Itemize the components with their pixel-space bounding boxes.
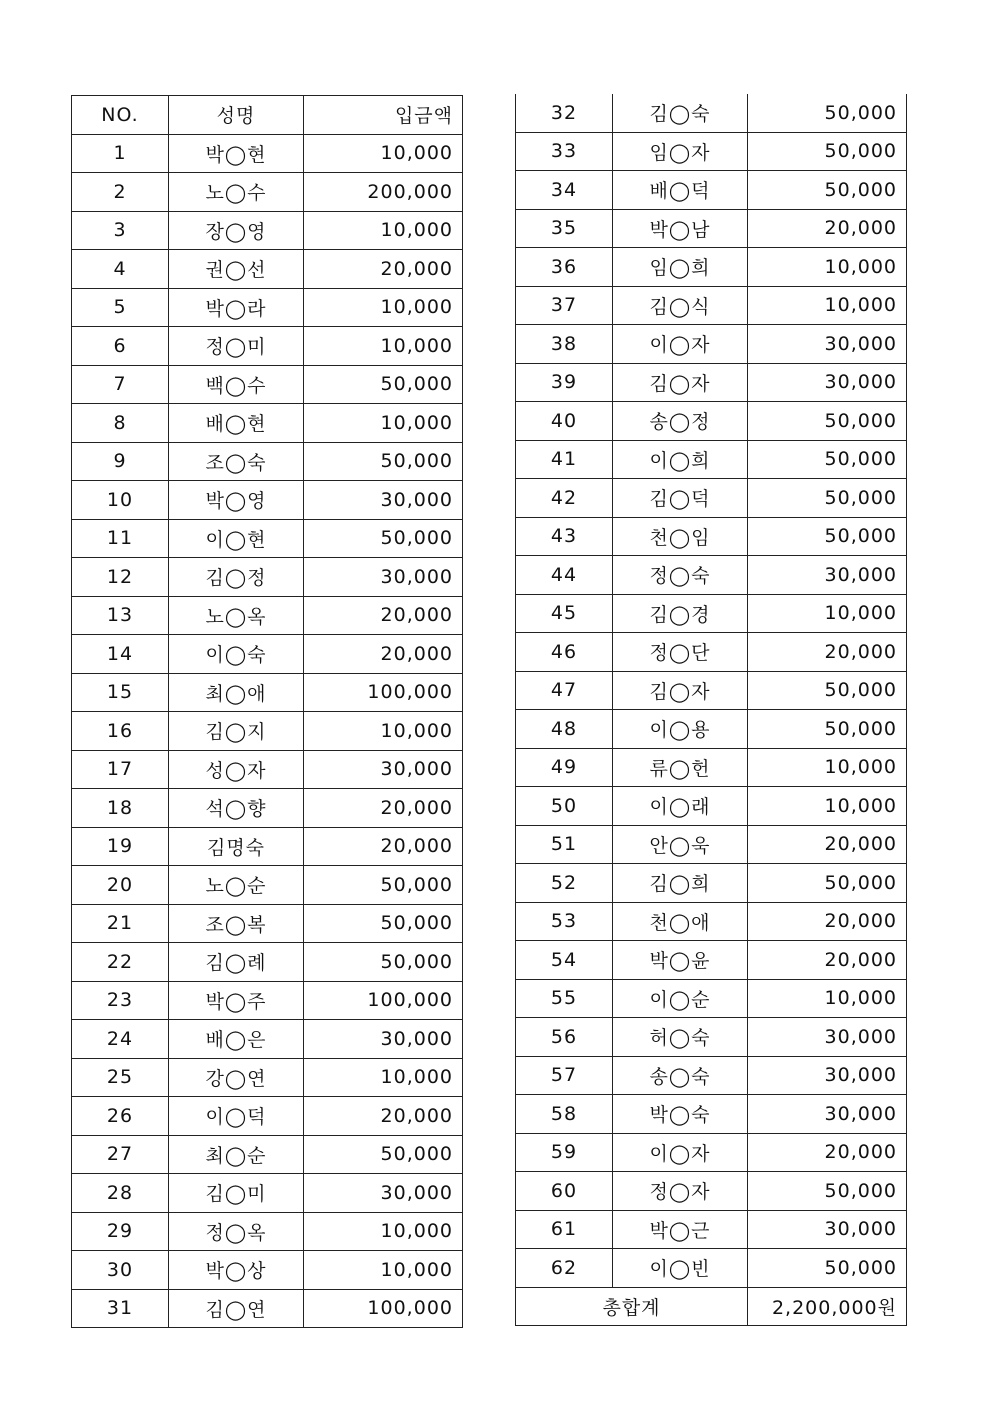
table-row [72, 673, 463, 712]
deposit-amount: 10,000 [304, 327, 463, 366]
deposit-amount: 20,000 [304, 827, 463, 866]
row-number: 43 [516, 517, 613, 556]
table-row [72, 134, 463, 173]
table-row [516, 902, 907, 941]
donor-name: 김◯식 [613, 286, 748, 325]
donor-name: 송◯숙 [613, 1056, 748, 1095]
table-row [72, 789, 463, 828]
table-row [72, 1097, 463, 1136]
deposit-amount: 10,000 [748, 286, 907, 325]
table-row [72, 1058, 463, 1097]
donor-name: 김◯경 [613, 594, 748, 633]
donor-name: 박◯윤 [613, 941, 748, 980]
row-number: 52 [516, 864, 613, 903]
donor-name: 배◯은 [169, 1020, 304, 1059]
row-number: 15 [72, 673, 169, 712]
row-number: 58 [516, 1095, 613, 1134]
row-number: 32 [516, 94, 613, 132]
table-row [72, 404, 463, 443]
donor-name: 허◯숙 [613, 1018, 748, 1057]
donor-name: 조◯복 [169, 904, 304, 943]
deposit-amount: 50,000 [304, 943, 463, 982]
donor-name: 안◯욱 [613, 825, 748, 864]
deposit-amount: 10,000 [748, 594, 907, 633]
header-amount: 입금액 [304, 96, 463, 135]
donor-name: 이◯숙 [169, 635, 304, 674]
deposit-amount: 50,000 [304, 866, 463, 905]
table-row [516, 363, 907, 402]
donor-name: 조◯숙 [169, 442, 304, 481]
row-number: 35 [516, 209, 613, 248]
table-row [516, 594, 907, 633]
donor-name: 김◯연 [169, 1289, 304, 1328]
deposit-amount: 20,000 [304, 250, 463, 289]
table-row [72, 866, 463, 905]
deposit-amount: 50,000 [304, 365, 463, 404]
table-row [516, 402, 907, 441]
deposit-amount: 10,000 [304, 1058, 463, 1097]
deposit-amount: 50,000 [748, 402, 907, 441]
row-number: 13 [72, 596, 169, 635]
table-row [72, 635, 463, 674]
table-row [72, 327, 463, 366]
deposit-amount: 10,000 [304, 712, 463, 751]
deposit-amount: 30,000 [304, 558, 463, 597]
donor-name: 김◯지 [169, 712, 304, 751]
total-label: 총합계 [516, 1287, 748, 1326]
table-row [72, 1212, 463, 1251]
table-row [516, 710, 907, 749]
donor-name: 임◯자 [613, 132, 748, 171]
header-no: NO. [72, 96, 169, 135]
table-row [516, 209, 907, 248]
table-row [72, 1289, 463, 1328]
row-number: 30 [72, 1251, 169, 1290]
table-row [72, 981, 463, 1020]
table-row [72, 519, 463, 558]
donor-name: 이◯희 [613, 440, 748, 479]
row-number: 7 [72, 365, 169, 404]
table-row [72, 250, 463, 289]
deposit-amount: 50,000 [748, 671, 907, 710]
table-row [516, 1172, 907, 1211]
donor-name: 이◯용 [613, 710, 748, 749]
donor-name: 배◯덕 [613, 171, 748, 210]
row-number: 53 [516, 902, 613, 941]
row-number: 47 [516, 671, 613, 710]
deposit-amount: 50,000 [748, 94, 907, 132]
deposit-amount: 50,000 [748, 1172, 907, 1211]
table-row [72, 1251, 463, 1290]
donor-name: 정◯단 [613, 633, 748, 672]
deposit-amount: 20,000 [748, 209, 907, 248]
table-row [516, 787, 907, 826]
table-row [516, 325, 907, 364]
table-row [516, 132, 907, 171]
deposit-amount: 10,000 [748, 979, 907, 1018]
table-row [72, 596, 463, 635]
donor-name: 배◯현 [169, 404, 304, 443]
donor-name: 백◯수 [169, 365, 304, 404]
donor-name: 노◯순 [169, 866, 304, 905]
donor-name: 박◯라 [169, 288, 304, 327]
donor-name: 천◯임 [613, 517, 748, 556]
deposit-amount: 30,000 [748, 1095, 907, 1134]
row-number: 27 [72, 1135, 169, 1174]
row-number: 23 [72, 981, 169, 1020]
row-number: 22 [72, 943, 169, 982]
row-number: 31 [72, 1289, 169, 1328]
donor-name: 김◯자 [613, 363, 748, 402]
donor-name: 김◯희 [613, 864, 748, 903]
row-number: 33 [516, 132, 613, 171]
deposit-amount: 200,000 [304, 173, 463, 212]
row-number: 50 [516, 787, 613, 826]
table-row [516, 556, 907, 595]
table-row [72, 442, 463, 481]
row-number: 10 [72, 481, 169, 520]
table-row [516, 825, 907, 864]
table-row [516, 1210, 907, 1249]
table-row [516, 286, 907, 325]
table-row [516, 1133, 907, 1172]
table-row [516, 1249, 907, 1288]
table-row [516, 941, 907, 980]
deposit-amount: 50,000 [748, 440, 907, 479]
donor-name: 박◯근 [613, 1210, 748, 1249]
deposit-amount: 20,000 [748, 825, 907, 864]
row-number: 21 [72, 904, 169, 943]
row-number: 56 [516, 1018, 613, 1057]
deposit-amount: 50,000 [748, 517, 907, 556]
deposit-amount: 30,000 [304, 481, 463, 520]
row-number: 8 [72, 404, 169, 443]
deposit-amount: 30,000 [304, 750, 463, 789]
deposit-amount: 20,000 [304, 596, 463, 635]
donor-name: 정◯옥 [169, 1212, 304, 1251]
row-number: 25 [72, 1058, 169, 1097]
row-number: 19 [72, 827, 169, 866]
table-row [516, 1018, 907, 1057]
donor-name: 정◯자 [613, 1172, 748, 1211]
row-number: 9 [72, 442, 169, 481]
row-number: 61 [516, 1210, 613, 1249]
row-number: 45 [516, 594, 613, 633]
deposit-amount: 30,000 [304, 1020, 463, 1059]
donor-name: 정◯미 [169, 327, 304, 366]
table-row [72, 365, 463, 404]
deposit-amount: 50,000 [748, 171, 907, 210]
table-row [72, 750, 463, 789]
deposit-amount: 30,000 [748, 363, 907, 402]
table-row [516, 248, 907, 287]
donor-name: 임◯희 [613, 248, 748, 287]
table-row [516, 864, 907, 903]
table-row [516, 633, 907, 672]
deposit-amount: 20,000 [748, 633, 907, 672]
donor-name: 권◯선 [169, 250, 304, 289]
donor-name: 이◯덕 [169, 1097, 304, 1136]
donor-name: 김◯정 [169, 558, 304, 597]
deposit-amount: 10,000 [304, 288, 463, 327]
table-row [72, 827, 463, 866]
table-row [72, 1135, 463, 1174]
table-row [516, 517, 907, 556]
row-number: 29 [72, 1212, 169, 1251]
header-name: 성명 [169, 96, 304, 135]
donor-name: 김◯숙 [613, 94, 748, 132]
table-row [516, 94, 907, 132]
donation-table-right-body [516, 94, 907, 1326]
row-number: 24 [72, 1020, 169, 1059]
total-row [516, 1287, 907, 1326]
row-number: 42 [516, 479, 613, 518]
row-number: 44 [516, 556, 613, 595]
row-number: 16 [72, 712, 169, 751]
row-number: 28 [72, 1174, 169, 1213]
row-number: 3 [72, 211, 169, 250]
row-number: 14 [72, 635, 169, 674]
donation-table-left [71, 95, 463, 1328]
deposit-amount: 20,000 [748, 1133, 907, 1172]
donor-name: 박◯남 [613, 209, 748, 248]
table-row [516, 171, 907, 210]
deposit-amount: 20,000 [304, 1097, 463, 1136]
deposit-amount: 10,000 [304, 404, 463, 443]
row-number: 34 [516, 171, 613, 210]
deposit-amount: 10,000 [304, 211, 463, 250]
row-number: 20 [72, 866, 169, 905]
donor-name: 류◯헌 [613, 748, 748, 787]
table-row [516, 479, 907, 518]
deposit-amount: 10,000 [748, 787, 907, 826]
donor-name: 김◯례 [169, 943, 304, 982]
row-number: 40 [516, 402, 613, 441]
deposit-amount: 30,000 [304, 1174, 463, 1213]
donor-name: 노◯옥 [169, 596, 304, 635]
row-number: 51 [516, 825, 613, 864]
table-row [72, 288, 463, 327]
row-number: 55 [516, 979, 613, 1018]
donor-name: 최◯순 [169, 1135, 304, 1174]
table-row [72, 211, 463, 250]
row-number: 11 [72, 519, 169, 558]
donor-name: 박◯주 [169, 981, 304, 1020]
donor-name: 이◯자 [613, 325, 748, 364]
donor-name: 노◯수 [169, 173, 304, 212]
donation-table-right [515, 94, 907, 1326]
deposit-amount: 50,000 [304, 519, 463, 558]
donor-name: 성◯자 [169, 750, 304, 789]
row-number: 6 [72, 327, 169, 366]
donor-name: 박◯현 [169, 134, 304, 173]
table-row [72, 173, 463, 212]
table-row [72, 712, 463, 751]
donor-name: 이◯래 [613, 787, 748, 826]
table-row [516, 748, 907, 787]
table-row [516, 1056, 907, 1095]
deposit-amount: 20,000 [748, 902, 907, 941]
row-number: 49 [516, 748, 613, 787]
row-number: 46 [516, 633, 613, 672]
row-number: 26 [72, 1097, 169, 1136]
donor-name: 박◯영 [169, 481, 304, 520]
row-number: 18 [72, 789, 169, 828]
deposit-amount: 10,000 [304, 134, 463, 173]
donor-name: 강◯연 [169, 1058, 304, 1097]
row-number: 57 [516, 1056, 613, 1095]
donor-name: 박◯상 [169, 1251, 304, 1290]
deposit-amount: 100,000 [304, 673, 463, 712]
donor-name: 김명숙 [169, 827, 304, 866]
table-row [72, 943, 463, 982]
deposit-amount: 50,000 [304, 1135, 463, 1174]
table-row [516, 671, 907, 710]
deposit-amount: 20,000 [304, 635, 463, 674]
deposit-amount: 10,000 [304, 1251, 463, 1290]
donor-name: 천◯애 [613, 902, 748, 941]
row-number: 36 [516, 248, 613, 287]
table-row [516, 440, 907, 479]
deposit-amount: 10,000 [748, 748, 907, 787]
deposit-amount: 50,000 [748, 710, 907, 749]
deposit-amount: 50,000 [748, 132, 907, 171]
total-amount: 2,200,000원 [748, 1287, 907, 1326]
table-header-row [72, 96, 463, 135]
donation-table-left-body [72, 96, 463, 1328]
deposit-amount: 30,000 [748, 1056, 907, 1095]
row-number: 1 [72, 134, 169, 173]
row-number: 39 [516, 363, 613, 402]
row-number: 2 [72, 173, 169, 212]
donor-name: 이◯자 [613, 1133, 748, 1172]
deposit-amount: 20,000 [748, 941, 907, 980]
row-number: 17 [72, 750, 169, 789]
table-row [72, 1020, 463, 1059]
table-row [516, 1095, 907, 1134]
table-row [72, 481, 463, 520]
deposit-amount: 20,000 [304, 789, 463, 828]
table-row [72, 1174, 463, 1213]
donor-name: 박◯숙 [613, 1095, 748, 1134]
deposit-amount: 50,000 [748, 864, 907, 903]
row-number: 37 [516, 286, 613, 325]
donor-name: 이◯순 [613, 979, 748, 1018]
deposit-amount: 50,000 [304, 442, 463, 481]
deposit-amount: 30,000 [748, 1018, 907, 1057]
donor-name: 송◯정 [613, 402, 748, 441]
deposit-amount: 100,000 [304, 1289, 463, 1328]
row-number: 4 [72, 250, 169, 289]
donor-name: 이◯현 [169, 519, 304, 558]
donor-name: 석◯향 [169, 789, 304, 828]
table-row [72, 558, 463, 597]
donor-name: 이◯빈 [613, 1249, 748, 1288]
row-number: 54 [516, 941, 613, 980]
row-number: 5 [72, 288, 169, 327]
donor-name: 김◯덕 [613, 479, 748, 518]
table-row [72, 904, 463, 943]
row-number: 59 [516, 1133, 613, 1172]
row-number: 38 [516, 325, 613, 364]
donor-name: 최◯애 [169, 673, 304, 712]
row-number: 48 [516, 710, 613, 749]
row-number: 41 [516, 440, 613, 479]
row-number: 60 [516, 1172, 613, 1211]
deposit-amount: 30,000 [748, 325, 907, 364]
table-row [516, 979, 907, 1018]
deposit-amount: 10,000 [748, 248, 907, 287]
donor-name: 김◯미 [169, 1174, 304, 1213]
deposit-amount: 50,000 [304, 904, 463, 943]
donor-name: 정◯숙 [613, 556, 748, 595]
deposit-amount: 50,000 [748, 479, 907, 518]
row-number: 12 [72, 558, 169, 597]
donor-name: 장◯영 [169, 211, 304, 250]
deposit-amount: 30,000 [748, 556, 907, 595]
donor-name: 김◯자 [613, 671, 748, 710]
row-number: 62 [516, 1249, 613, 1288]
deposit-amount: 50,000 [748, 1249, 907, 1288]
deposit-amount: 10,000 [304, 1212, 463, 1251]
deposit-amount: 30,000 [748, 1210, 907, 1249]
deposit-amount: 100,000 [304, 981, 463, 1020]
